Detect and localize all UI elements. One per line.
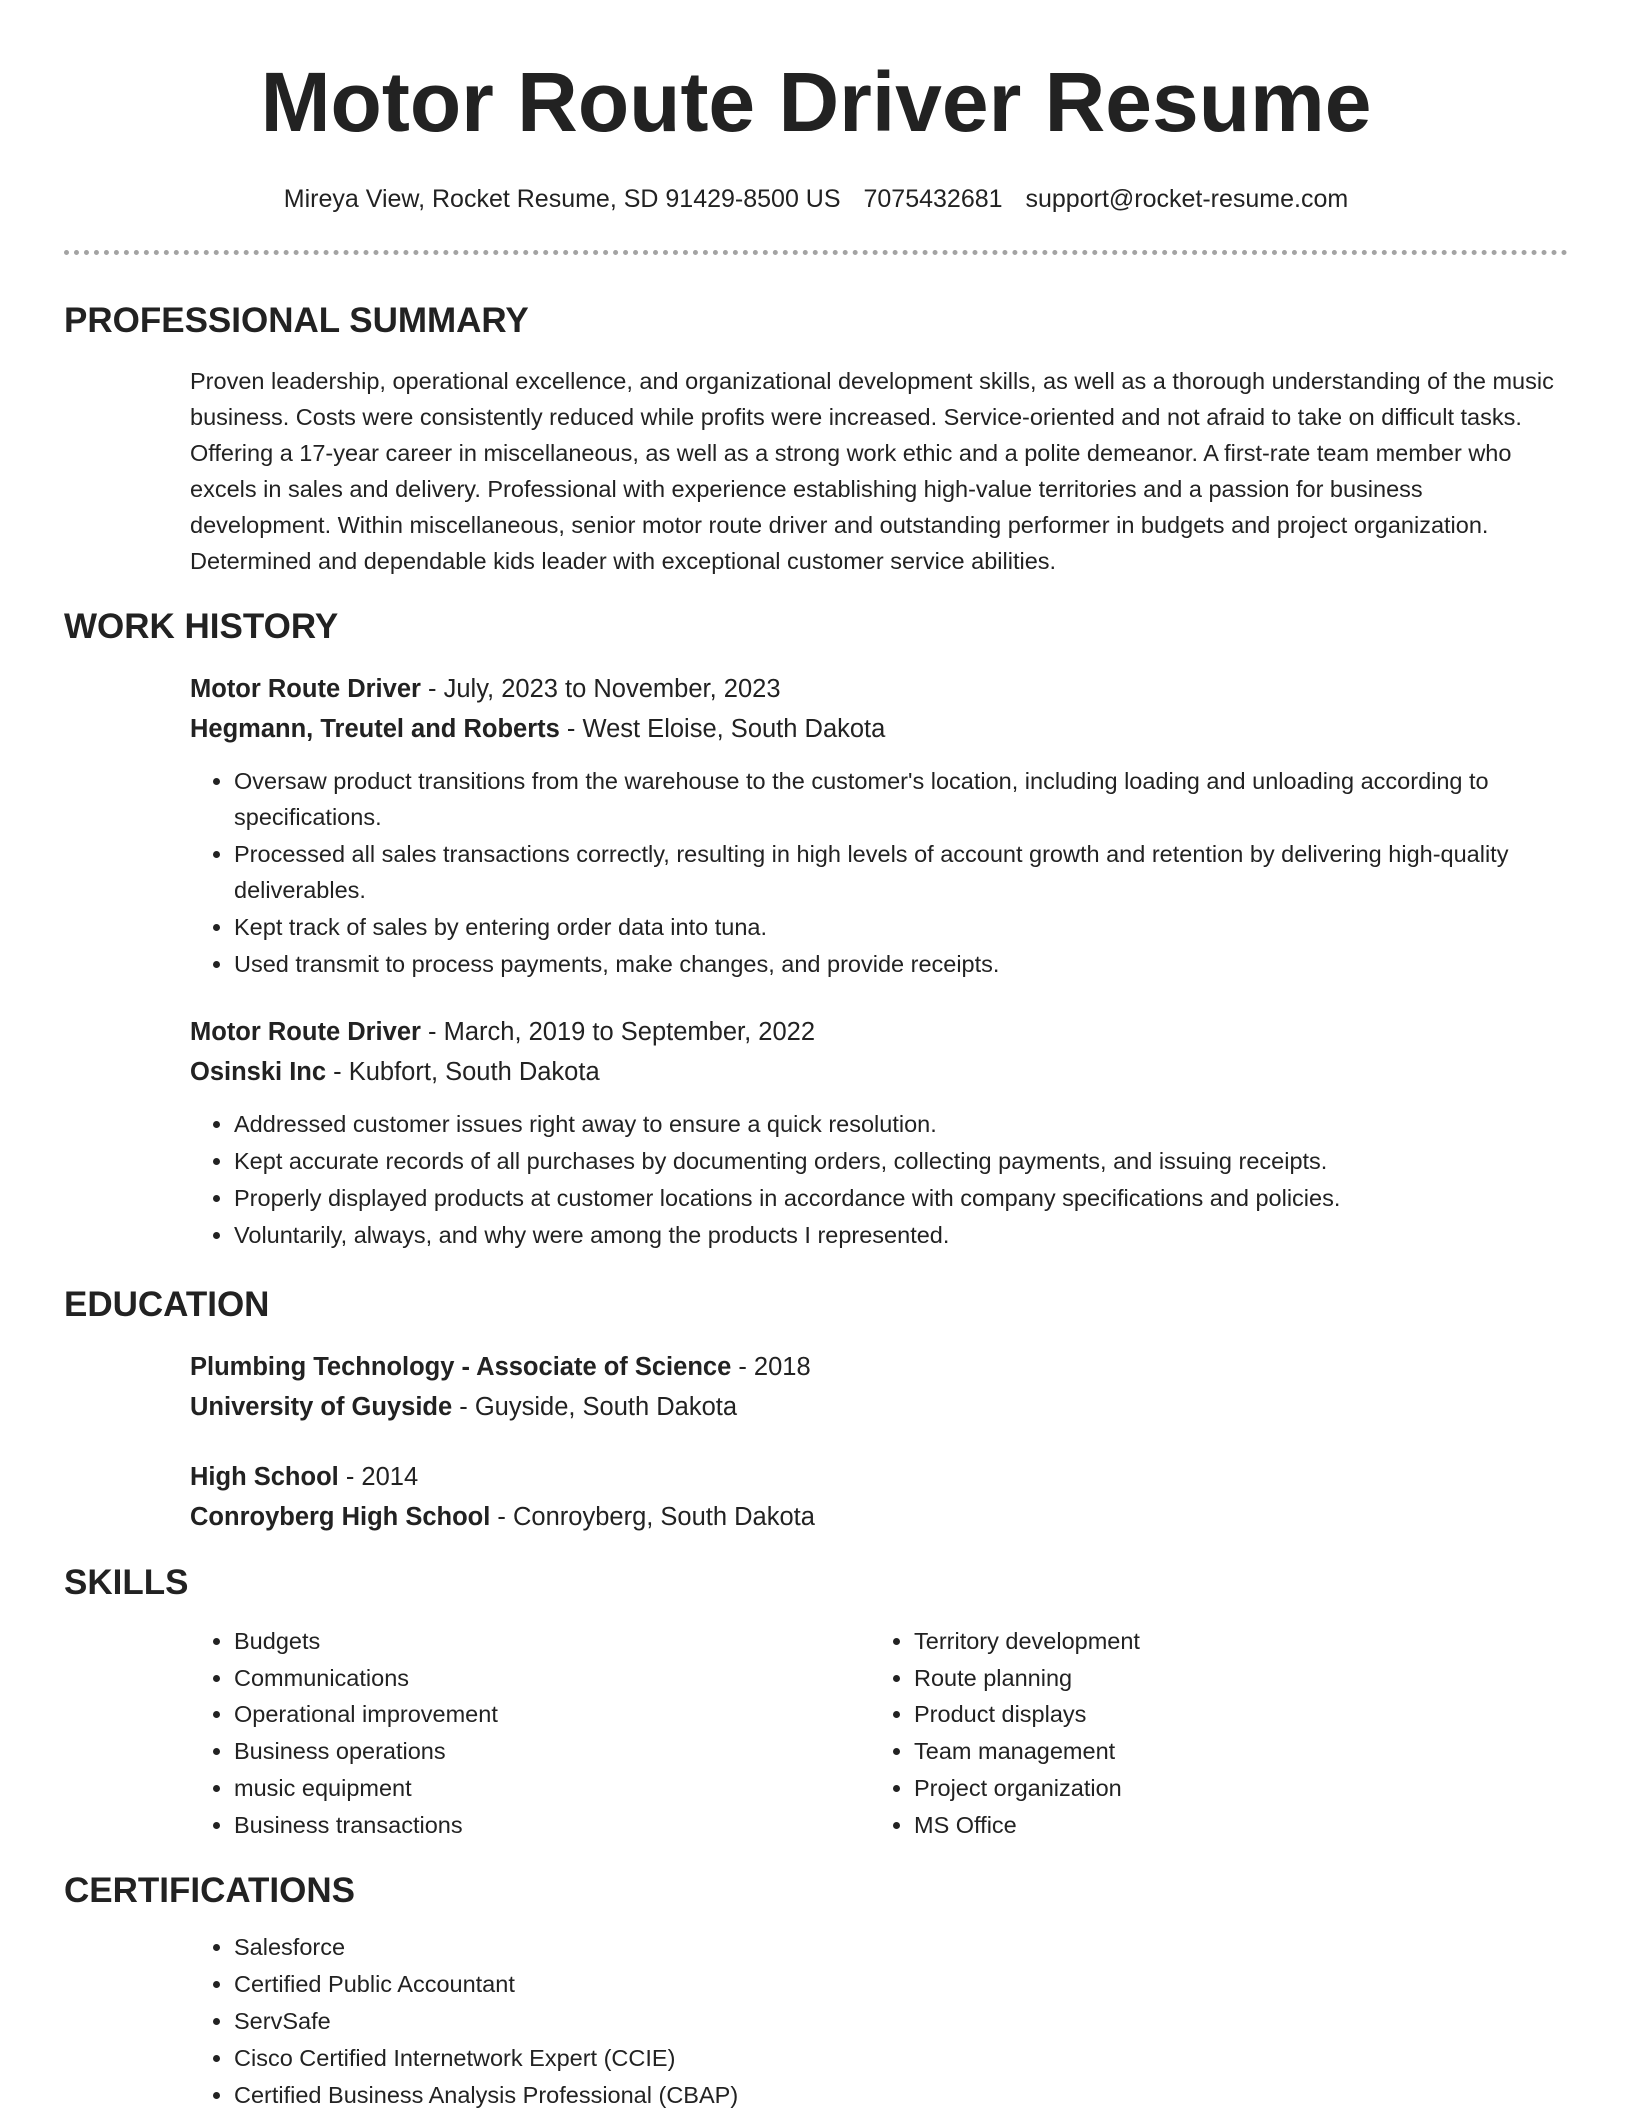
skill-item: • Territory development	[914, 1623, 1550, 1660]
section-title-certifications: CERTIFICATIONS	[64, 1871, 356, 1911]
job-dates: - July, 2023 to November, 2023	[420, 675, 781, 703]
job-bullet: • Properly displayed products at customer locations in accordance with company specifications and policies.	[234, 1180, 1568, 1216]
job-bullet: • Processed all sales transactions correctly, resulting in high levels of account growth and retention by delivering high-quality deliverables.	[234, 836, 1568, 908]
education-degree: High School	[190, 1463, 339, 1491]
section-title-skills: SKILLS	[64, 1563, 189, 1602]
job-bullet: • Kept track of sales by entering order data into tuna.	[234, 909, 1568, 945]
job-company: Osinski Inc	[190, 1058, 327, 1086]
page-title: Motor Route Driver Resume	[260, 55, 1372, 149]
skill-item: • MS Office	[914, 1807, 1550, 1844]
job-company-line	[190, 709, 1568, 749]
job-bullets	[190, 763, 1568, 982]
skill-item: • Communications	[234, 1660, 870, 1697]
skills-column-right	[870, 1623, 1550, 1843]
certification-item: • Cisco Certified Internetwork Expert (CCIE)	[234, 2040, 1568, 2076]
education-school: Conroyberg High School	[190, 1503, 491, 1531]
header-divider	[64, 250, 1568, 255]
education-school-line	[190, 1387, 1568, 1427]
certification-item: • Certified Public Accountant	[234, 1966, 1568, 2002]
skill-item: • Product displays	[914, 1696, 1550, 1733]
job-title-line	[190, 1012, 1568, 1052]
contact-line	[64, 182, 1568, 216]
job-bullets	[190, 1106, 1568, 1253]
skill-item: • Business transactions	[234, 1807, 870, 1844]
skills-grid	[190, 1623, 1568, 1843]
job-location: - West Eloise, South Dakota	[559, 715, 886, 743]
education-location: - Conroyberg, South Dakota	[490, 1503, 815, 1531]
job-bullet: • Kept accurate records of all purchases by documenting orders, collecting payments, and issuing receipts.	[234, 1143, 1568, 1179]
contact-email: support@rocket-resume.com	[1025, 185, 1349, 213]
job-dates: - March, 2019 to September, 2022	[420, 1018, 816, 1046]
education-school-line	[190, 1497, 1568, 1537]
job-bullet: • Addressed customer issues right away to ensure a quick resolution.	[234, 1106, 1568, 1142]
section-title-summary: PROFESSIONAL SUMMARY	[64, 301, 529, 340]
education-degree-line	[190, 1457, 1568, 1497]
resume-page	[64, 0, 1568, 2114]
certifications-list	[190, 1929, 1568, 2113]
job-bullet: • Used transmit to process payments, make changes, and provide receipts.	[234, 946, 1568, 982]
skill-item: • music equipment	[234, 1770, 870, 1807]
skill-item: • Budgets	[234, 1623, 870, 1660]
certification-item: • ServSafe	[234, 2003, 1568, 2039]
skill-item: • Team management	[914, 1733, 1550, 1770]
education-year: - 2018	[731, 1353, 811, 1381]
skills-column-left	[190, 1623, 870, 1843]
section-title-education: EDUCATION	[64, 1285, 270, 1324]
certification-item: • Salesforce	[234, 1929, 1568, 1965]
contact-address: Mireya View, Rocket Resume, SD 91429-8500 US	[283, 185, 841, 213]
education-degree: Plumbing Technology - Associate of Science	[190, 1353, 732, 1381]
job-role: Motor Route Driver	[190, 675, 421, 703]
skill-item: • Project organization	[914, 1770, 1550, 1807]
education-year: - 2014	[338, 1463, 419, 1491]
certification-item: • Certified Business Analysis Professional (CBAP)	[234, 2077, 1568, 2113]
job-company-line	[190, 1052, 1568, 1092]
section-title-work-history: WORK HISTORY	[64, 607, 339, 646]
job-location: - Kubfort, South Dakota	[326, 1058, 600, 1086]
education-location: - Guyside, South Dakota	[452, 1393, 738, 1421]
summary-text: Proven leadership, operational excellence, and organizational development skills, as well as a thorough understanding of the music business. Costs were consistently reduced while profits were increased. Service-oriented and not afraid to take on difficult tasks. Offering a 17-year career in miscellaneous, as well as a strong work ethic and a polite demeanor. A first-rate team member who excels in sales and delivery. Professional with experience establishing high-value territories and a passion for business development. Within miscellaneous, senior motor route driver and outstanding performer in budgets and project organization. Determined and dependable kids leader with exceptional customer service abilities.	[190, 368, 1554, 574]
contact-phone: 7075432681	[863, 185, 1003, 213]
job-bullet: • Voluntarily, always, and why were among the products I represented.	[234, 1217, 1568, 1253]
job-role: Motor Route Driver	[190, 1018, 421, 1046]
skill-item: • Route planning	[914, 1660, 1550, 1697]
education-degree-line	[190, 1347, 1568, 1387]
education-school: University of Guyside	[190, 1393, 453, 1421]
skill-item: • Operational improvement	[234, 1696, 870, 1733]
job-company: Hegmann, Treutel and Roberts	[190, 715, 560, 743]
job-title-line	[190, 669, 1568, 709]
skill-item: • Business operations	[234, 1733, 870, 1770]
job-bullet: • Oversaw product transitions from the warehouse to the customer's location, including loading and unloading according to specifications.	[234, 763, 1568, 835]
